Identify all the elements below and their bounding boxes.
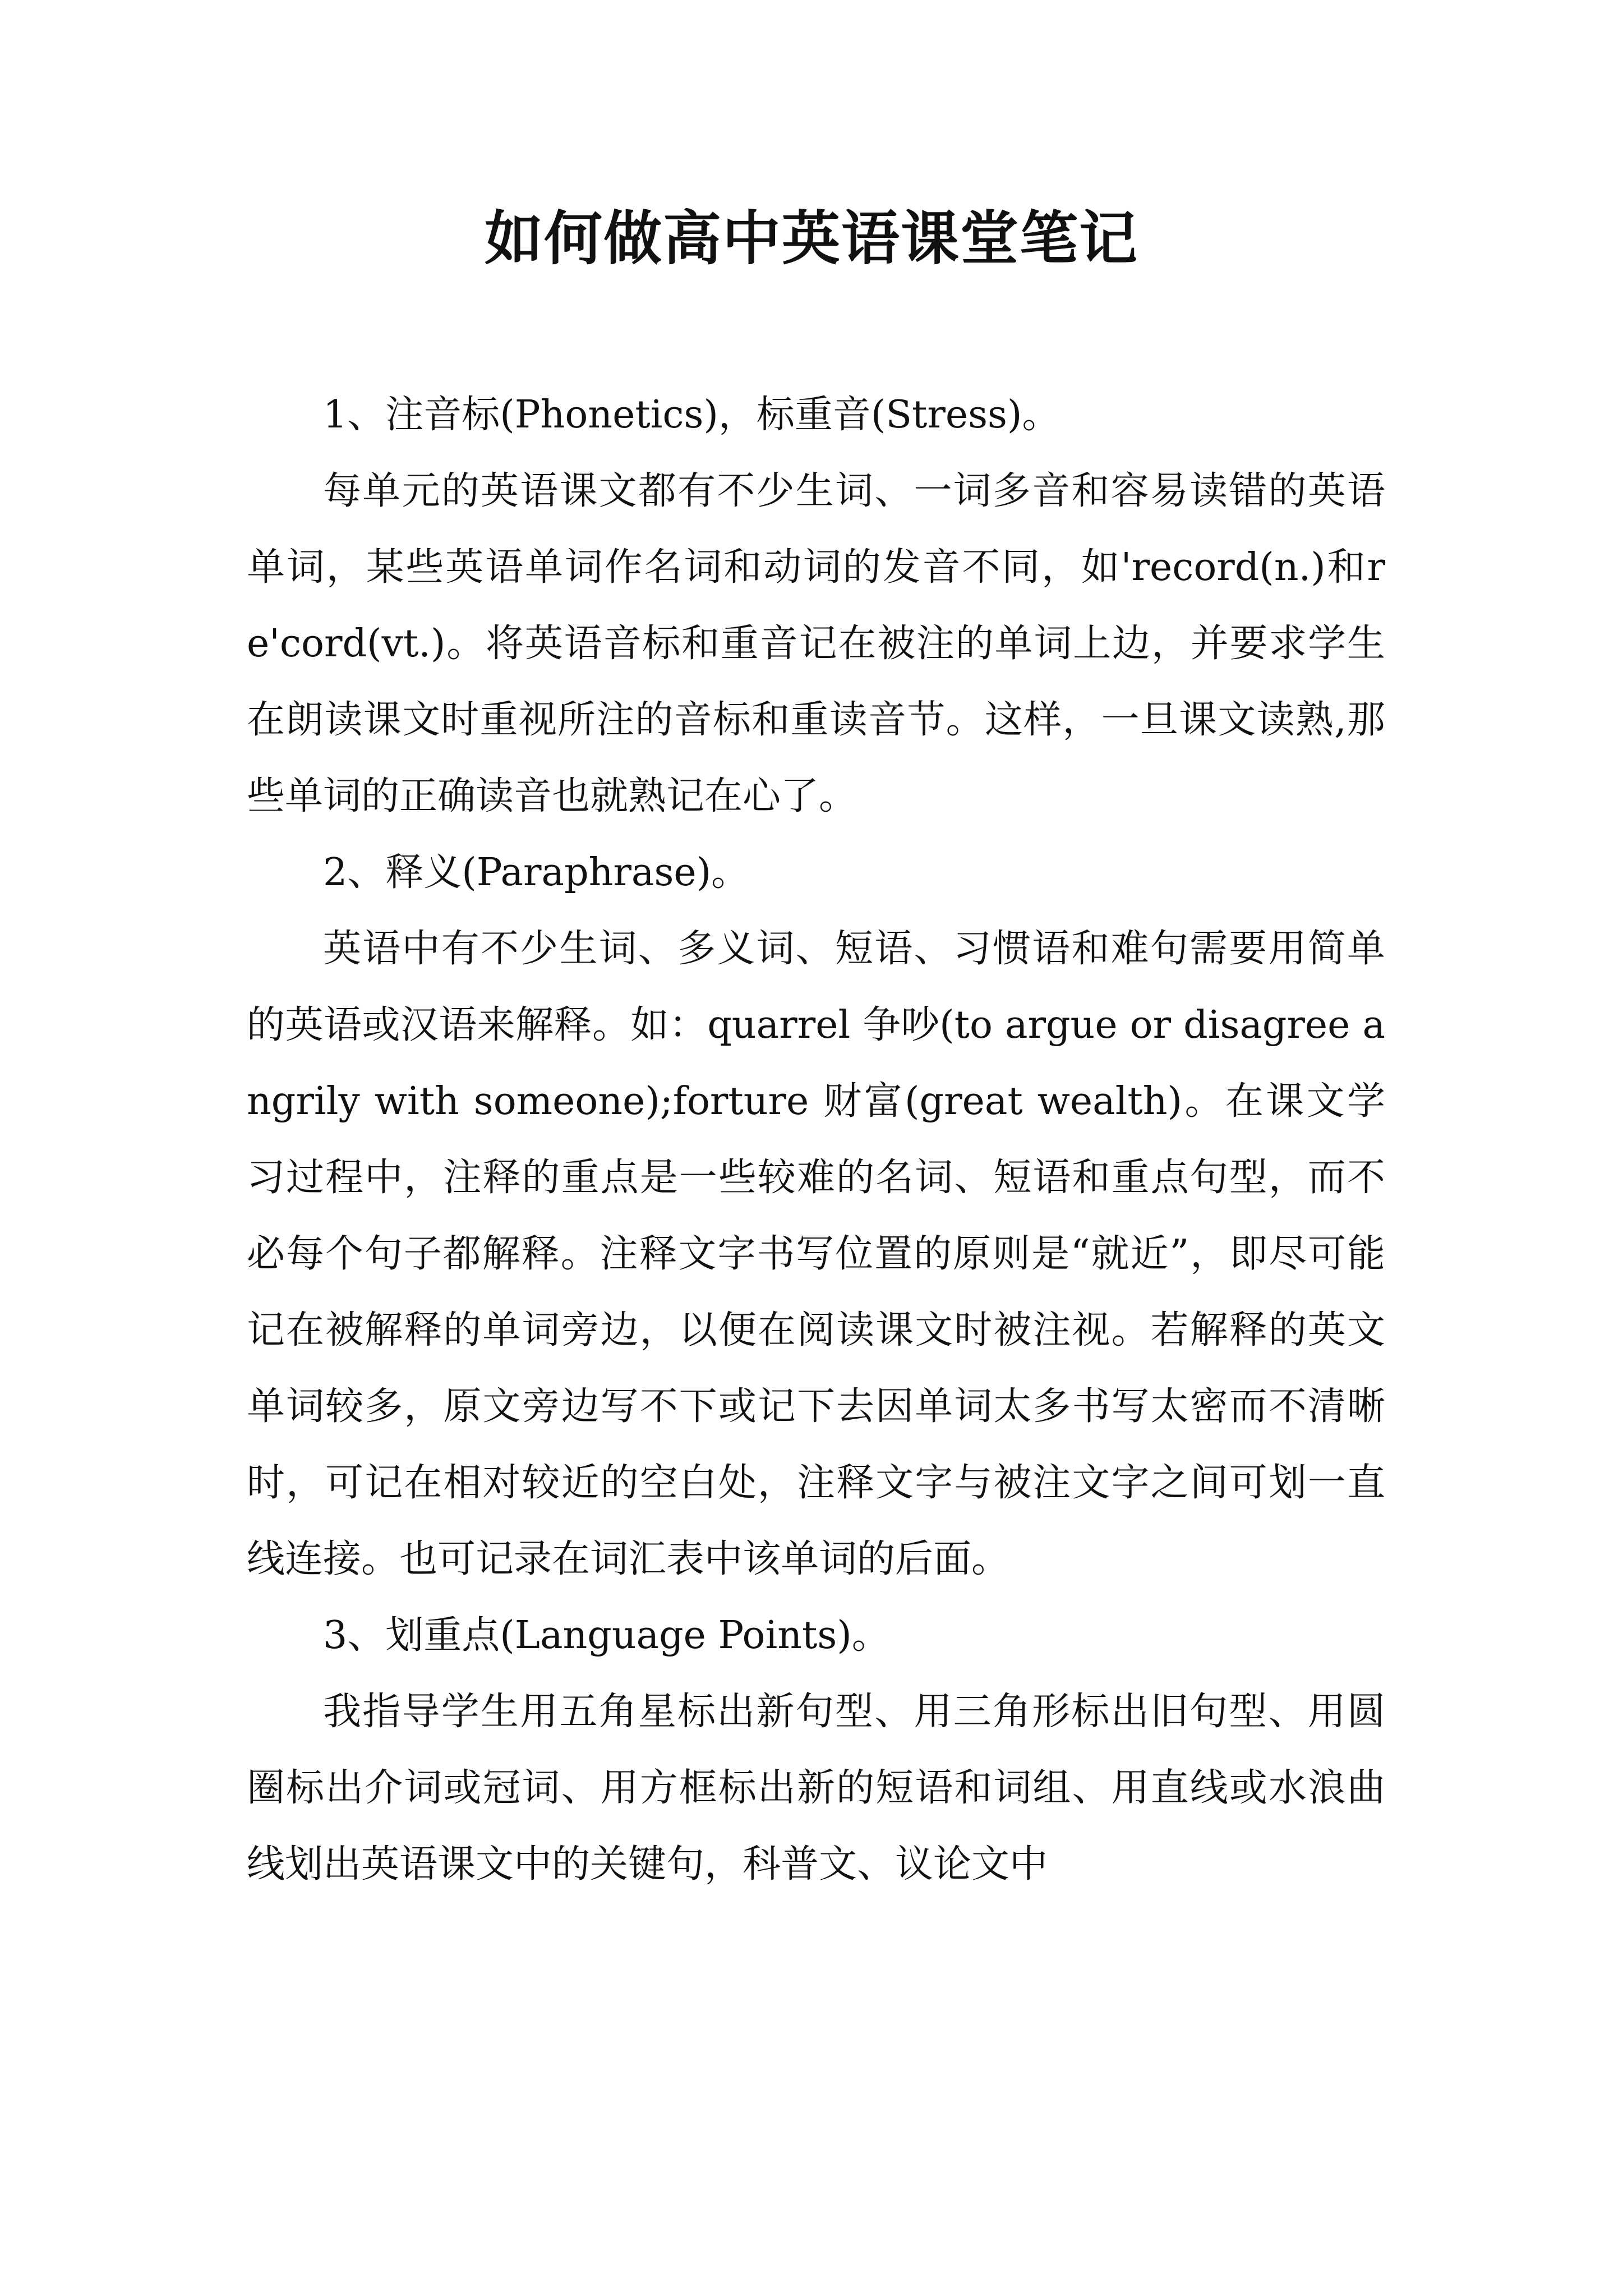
document-body <box>247 377 1385 1903</box>
paragraph-heading-phonetics: 1、注音标(Phonetics)，标重音(Stress)。 <box>323 393 1061 437</box>
paragraph-phonetics-body: 每单元的英语课文都有不少生词、一词多音和容易读错的英语单词，某些英语单词作名词和动词的发音不同，如'record(n.)和re'cord(vt.)。将英语音标和重音记在被注的单词上边，并要求学生在朗读课文时重视所注的音标和重读音节。这样，一旦课文读熟,那些单词的正确读音也就熟记在心了。 <box>247 469 1385 818</box>
paragraph-language-points-body: 我指导学生用五角星标出新句型、用三角形标出旧句型、用圆圈标出介词或冠词、用方框标出新的短语和词组、用直线或水浪曲线划出英语课文中的关键句，科普文、议论文中 <box>247 1690 1385 1887</box>
document-title: 如何做高中英语课堂笔记 <box>484 204 1138 273</box>
paragraph-heading-language-points: 3、划重点(Language Points)。 <box>323 1613 890 1658</box>
paragraph-paraphrase-body: 英语中有不少生词、多义词、短语、习惯语和难句需要用简单的英语或汉语来解释。如：quarrel 争吵(to argue or disagree angrily with someone);forture 财富(great wealth)。在课文学习过程中，注释的重点是一些较难的名词、短语和重点句型，而不必每个句子都解释。注释文字书写位置的原则是“就近”，即尽可能记在被解释的单词旁边，以便在阅读课文时被注视。若解释的英文单词较多，原文旁边写不下或记下去因单词太多书写太密而不清晰时，可记在相对较近的空白处，注释文字与被注文字之间可划一直线连接。也可记录在词汇表中该单词的后面。 <box>247 927 1385 1581</box>
paragraph-heading-paraphrase: 2、释义(Paraphrase)。 <box>323 850 750 895</box>
